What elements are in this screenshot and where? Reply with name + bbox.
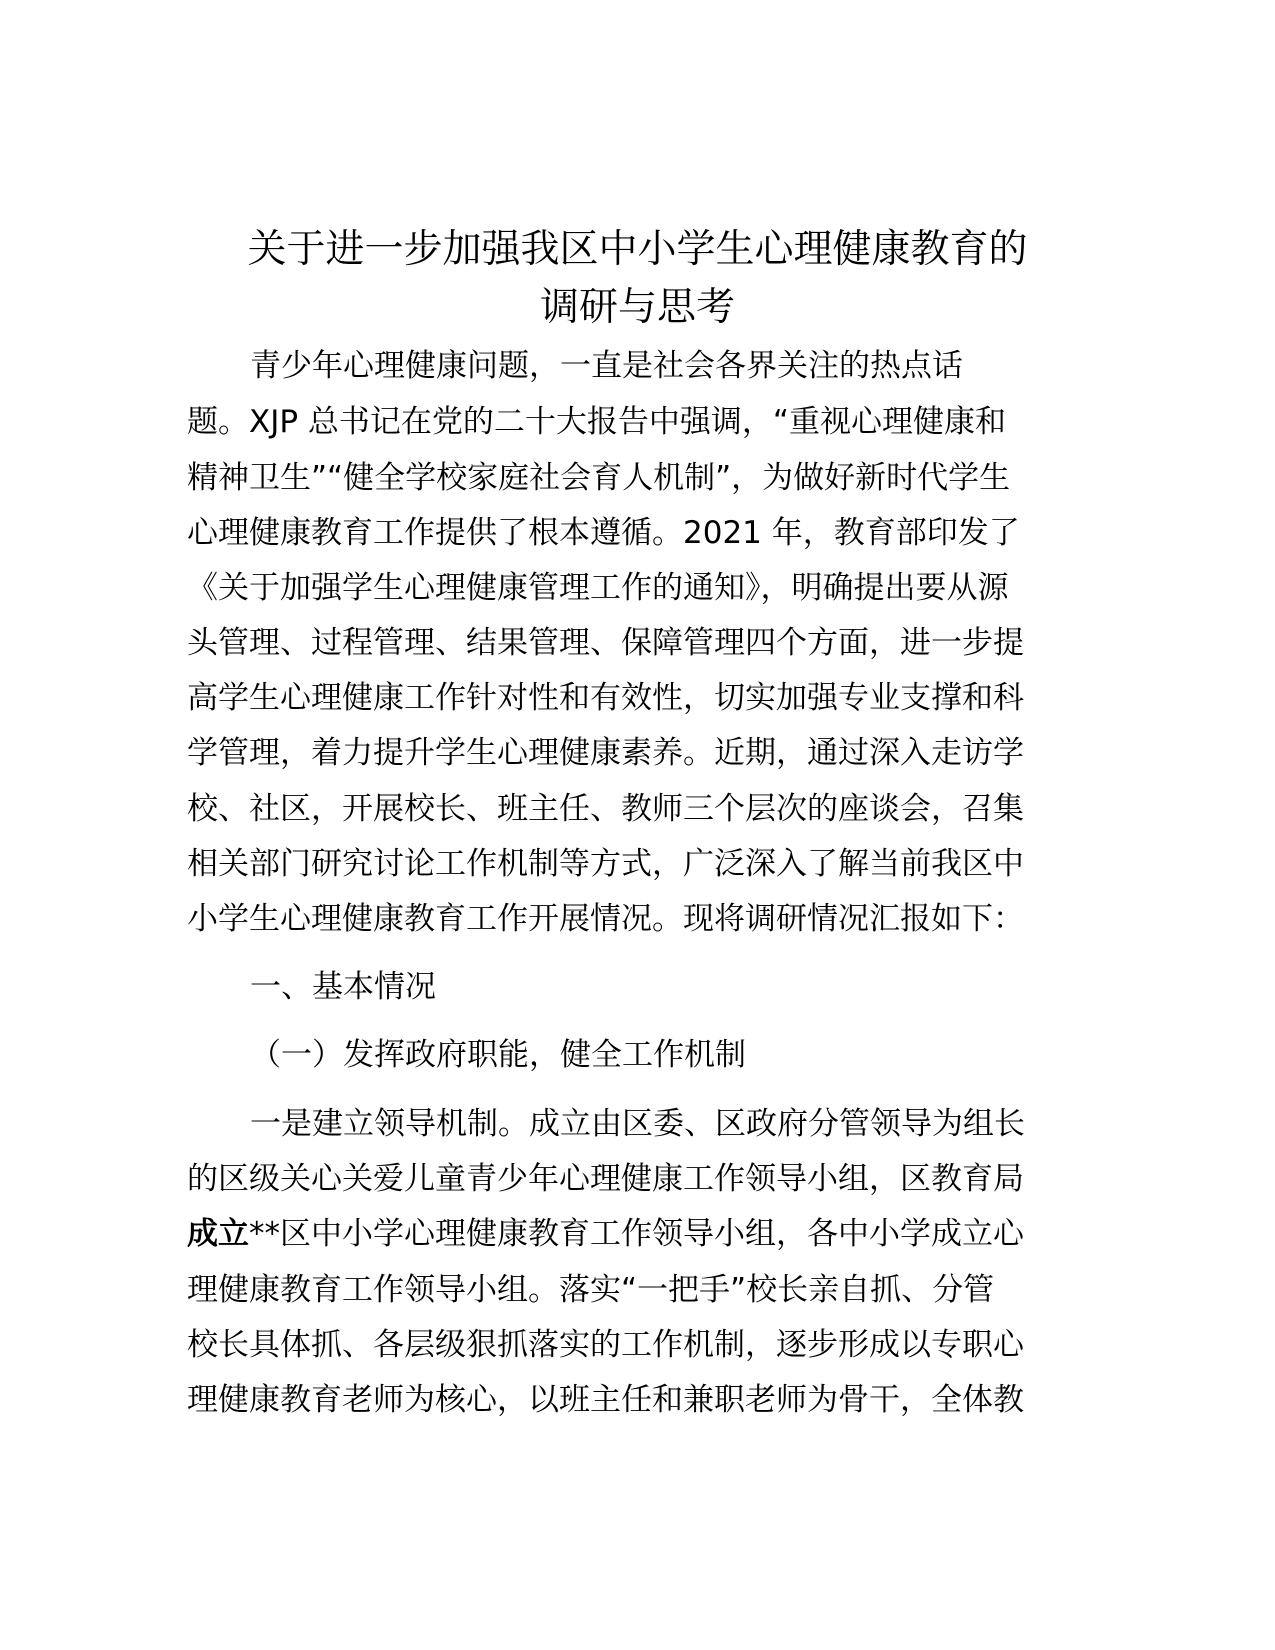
intro-paragraph-line: 青少年心理健康问题，一直是社会各界关注的热点话 <box>250 348 963 384</box>
section-heading: 一、基本情况 <box>250 969 436 1005</box>
document-title-line-2: 调研与思考 <box>539 285 735 330</box>
document-title-line-1: 关于进一步加强我区中小学生心理健康教育的 <box>247 227 1028 272</box>
body-paragraph-line <box>187 1214 1087 1254</box>
body-paragraph-line: 的区级关心关爱儿童青少年心理健康工作领导小组，区教育局 <box>187 1161 1024 1197</box>
body-text-run: **区中小学心理健康教育工作领导小组，各中小学成立心 <box>249 1216 1024 1252</box>
body-paragraph-line: 理健康教育老师为核心，以班主任和兼职老师为骨干，全体教 <box>187 1382 1024 1418</box>
intro-paragraph-line: 《关于加强学生心理健康管理工作的通知》，明确提出要从源 <box>187 570 1009 606</box>
intro-paragraph-line: 头管理、过程管理、结果管理、保障管理四个方面，进一步提 <box>187 625 1024 661</box>
intro-paragraph-line: 小学生心理健康教育工作开展情况。现将调研情况汇报如下： <box>187 901 1024 937</box>
intro-paragraph-line: 心理健康教育工作提供了根本遵循。2021 年，教育部印发了 <box>187 515 1020 551</box>
emphasized-text: 成立 <box>187 1216 249 1252</box>
body-paragraph-line: 一是建立领导机制。成立由区委、区政府分管领导为组长 <box>250 1106 1025 1142</box>
subsection-heading: （一）发挥政府职能，健全工作机制 <box>250 1037 746 1073</box>
intro-paragraph-line: 精神卫生”“健全学校家庭社会育人机制”，为做好新时代学生 <box>187 460 1011 496</box>
intro-paragraph-line: 学管理，着力提升学生心理健康素养。近期，通过深入走访学 <box>187 735 1024 771</box>
intro-paragraph-line: 校、社区，开展校长、班主任、教师三个层次的座谈会，召集 <box>187 791 1024 827</box>
body-paragraph-line: 理健康教育工作领导小组。落实“一把手”校长亲自抓、分管 <box>187 1272 995 1308</box>
intro-paragraph-line: 题。XJP 总书记在党的二十大报告中强调，“重视心理健康和 <box>187 404 1006 440</box>
body-paragraph-line: 校长具体抓、各层级狠抓落实的工作机制，逐步形成以专职心 <box>187 1327 1024 1363</box>
intro-paragraph-line: 高学生心理健康工作针对性和有效性，切实加强专业支撑和科 <box>187 680 1024 716</box>
intro-paragraph-line: 相关部门研究讨论工作机制等方式，广泛深入了解当前我区中 <box>187 846 1024 882</box>
